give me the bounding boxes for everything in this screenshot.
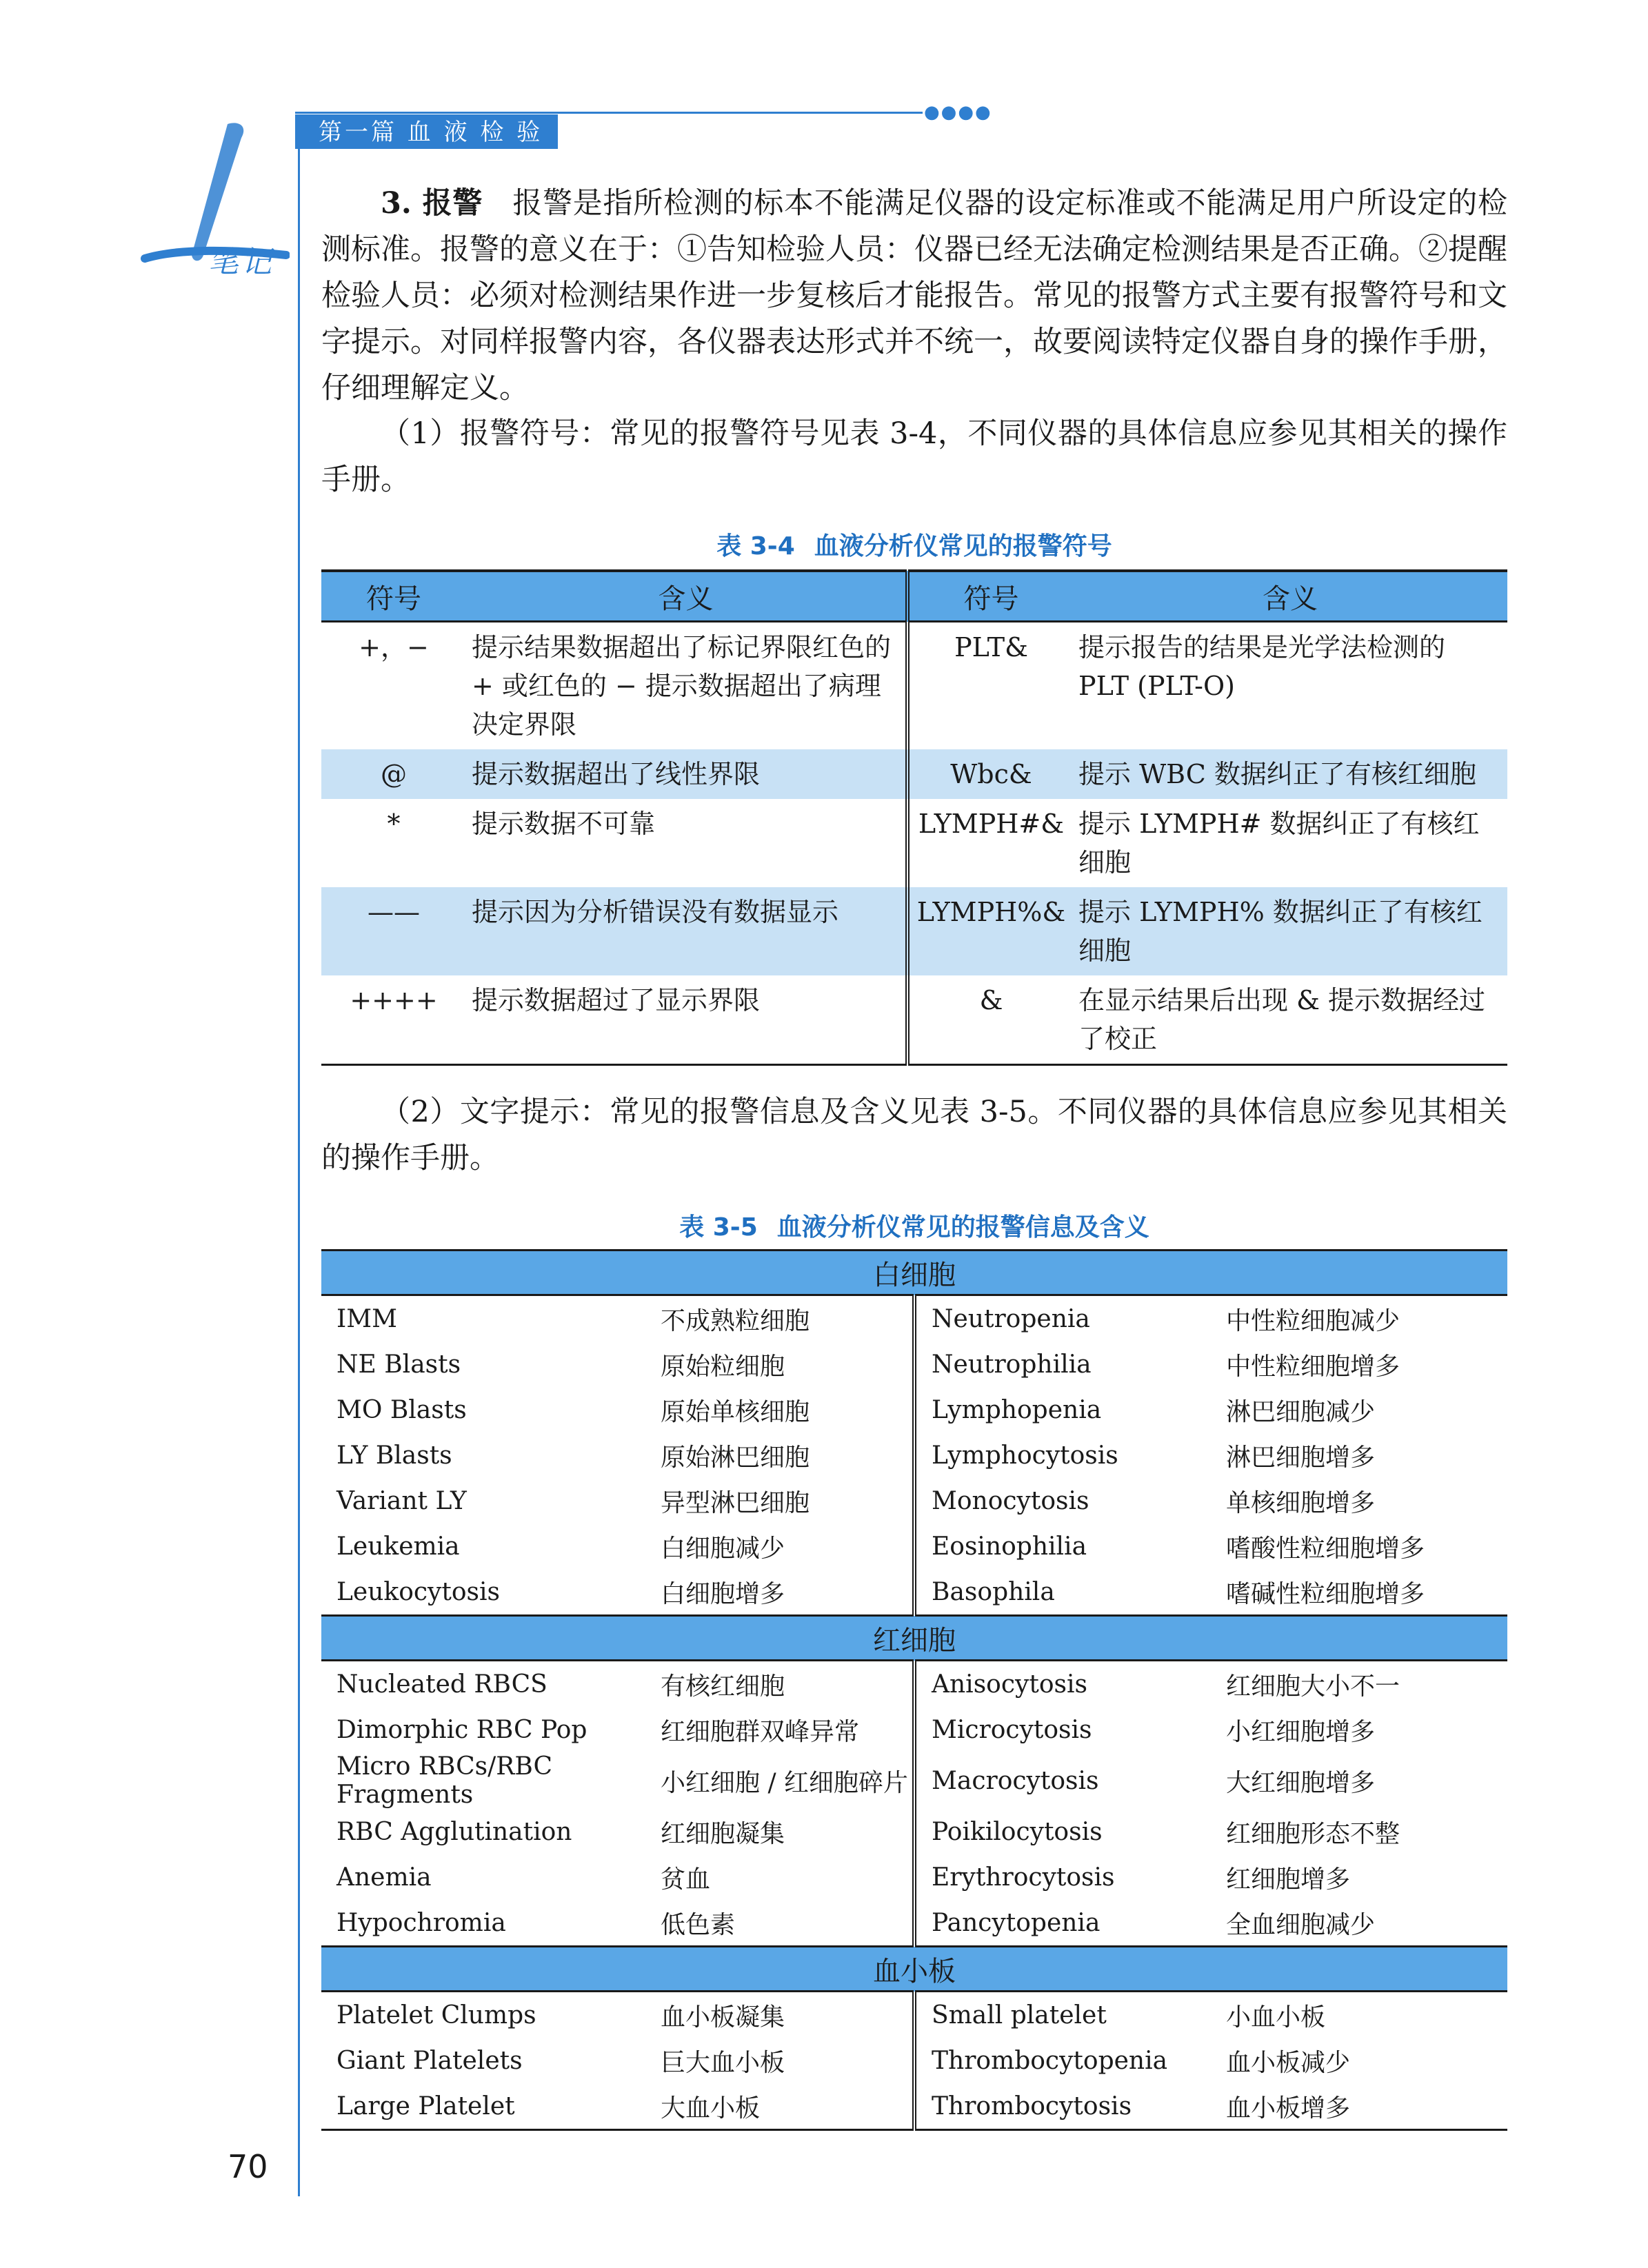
message-zh-cell: 低色素 — [645, 1900, 914, 1947]
message-en-cell: NE Blasts — [336, 1350, 461, 1379]
message-en-cell: Thrombocytopenia — [932, 2046, 1168, 2075]
paragraph-symbols: （1）报警符号：常见的报警符号见表 3-4，不同仪器的具体信息应参见其相关的操作手册。 — [321, 416, 1507, 497]
symbol-cell: LYMPH%& — [907, 887, 1073, 975]
table-row — [321, 1432, 1507, 1478]
symbol-cell: LYMPH#& — [918, 809, 1065, 839]
meaning-cell: 提示 LYMPH% 数据纠正了有核红细胞 — [1073, 887, 1507, 975]
column-header: 符号 — [321, 571, 466, 622]
message-zh-cell: 大红细胞增多 — [1226, 1768, 1376, 1797]
table34-caption-title: 血液分析仪常见的报警符号 — [814, 532, 1112, 560]
table-row — [321, 1341, 1507, 1387]
symbol-cell: & — [907, 975, 1073, 1065]
chapter-header — [295, 114, 558, 149]
column-header: 符号 — [907, 571, 1073, 622]
message-zh-cell: 中性粒细胞增多 — [1226, 1352, 1400, 1381]
message-zh-cell: 红细胞大小不一 — [1226, 1672, 1400, 1701]
alarm-symbol-table — [321, 569, 1507, 1066]
message-en-cell: Pancytopenia — [932, 1908, 1101, 1937]
message-en-cell: Nucleated RBCS — [336, 1670, 547, 1699]
symbol-cell: +，− — [359, 632, 429, 662]
table-row — [321, 1707, 1507, 1752]
header-rule — [295, 112, 923, 114]
symbol-cell: * — [387, 809, 401, 839]
meaning-cell: 提示报告的结果是光学法检测的 PLT (PLT-O) — [1078, 632, 1446, 701]
meaning-cell: 在显示结果后出现 & 提示数据经过了校正 — [1073, 975, 1507, 1065]
table34-caption-number: 表 3-4 — [716, 532, 795, 560]
message-en-cell: Neutropenia — [932, 1304, 1090, 1333]
table-row — [321, 1661, 1507, 1708]
symbol-cell: —— — [321, 887, 466, 975]
header-dots: ●●●● — [924, 102, 992, 123]
section-header-row — [321, 1947, 1507, 1992]
message-en-cell: Erythrocytosis — [932, 1863, 1115, 1892]
message-en-cell: Hypochromia — [336, 1908, 506, 1937]
message-en-cell: Dimorphic RBC Pop — [336, 1715, 587, 1744]
section-title: 白细胞 — [321, 1251, 1507, 1295]
table35-caption-title: 血液分析仪常见的报警信息及含义 — [776, 1213, 1149, 1242]
section-header-row — [321, 1616, 1507, 1661]
message-zh-cell: 红细胞增多 — [1226, 1865, 1351, 1894]
paragraph-lead: 3. 报警 — [381, 186, 483, 221]
column-header: 含义 — [1073, 571, 1507, 622]
meaning-cell: 提示数据超过了显示界限 — [466, 975, 907, 1065]
paragraph-text-prompts: （2）文字提示：常见的报警信息及含义见表 3-5。不同仪器的具体信息应参见其相关的操作手册。 — [321, 1095, 1507, 1175]
message-en-cell: Monocytosis — [932, 1486, 1089, 1515]
message-zh-cell: 小红细胞增多 — [1226, 1717, 1376, 1746]
message-en-cell: Poikilocytosis — [932, 1817, 1103, 1846]
meaning-cell: 提示 WBC 数据纠正了有核红细胞 — [1073, 749, 1507, 799]
meaning-cell: 提示因为分析错误没有数据显示 — [466, 887, 907, 975]
message-en-cell: Basophila — [932, 1577, 1055, 1606]
message-en-cell: Eosinophilia — [932, 1532, 1087, 1561]
message-zh-cell: 淋巴细胞减少 — [1226, 1397, 1376, 1426]
message-en-cell: RBC Agglutination — [336, 1817, 572, 1846]
message-en-cell: Anisocytosis — [932, 1670, 1087, 1699]
message-en-cell: Small platelet — [932, 2001, 1107, 2029]
table-row — [321, 622, 1507, 750]
paragraph-body: 报警是指所检测的标本不能满足仪器的设定标准或不能满足用户所设定的检测标准。报警的意义在于：①告知检验人员：仪器已经无法确定检测结果是否正确。②提醒检验人员：必须对检测结果作进一步复核后才能报告。常见的报警方式主要有报警符号和文字提示。对同样报警内容，各仪器表达形式并不统一，故要阅读特定仪器自身的操作手册，仔细理解定义。 — [321, 186, 1507, 405]
page-number: 70 — [228, 2148, 268, 2185]
message-zh-cell: 贫血 — [645, 1854, 914, 1900]
message-zh-cell: 不成熟粒细胞 — [645, 1295, 914, 1342]
message-en-cell: MO Blasts — [336, 1395, 467, 1424]
message-en-cell: Large Platelet — [321, 2083, 645, 2130]
message-en-cell: LY Blasts — [336, 1441, 452, 1470]
message-en-cell: Micro RBCs/RBC Fragments — [336, 1752, 553, 1809]
table-row — [321, 1900, 1507, 1947]
margin-rule — [298, 114, 300, 2196]
table-header-row — [321, 571, 1507, 622]
column-header: 含义 — [466, 571, 907, 622]
table-row — [321, 2038, 1507, 2083]
message-en-cell: Neutrophilia — [932, 1350, 1092, 1379]
message-zh-cell: 全血细胞减少 — [1226, 1910, 1376, 1939]
table-row — [321, 975, 1507, 1065]
table-row — [321, 1992, 1507, 2038]
meaning-cell: 提示数据不可靠 — [466, 799, 907, 887]
message-en-cell: Giant Platelets — [336, 2046, 523, 2075]
table-row — [321, 1295, 1507, 1342]
message-zh-cell: 原始粒细胞 — [645, 1341, 914, 1387]
message-zh-cell: 原始单核细胞 — [645, 1387, 914, 1432]
message-zh-cell: 血小板增多 — [1211, 2083, 1507, 2130]
meaning-cell: 提示 LYMPH# 数据纠正了有核红细胞 — [1078, 809, 1480, 878]
table-row — [321, 1523, 1507, 1569]
table35-caption-number: 表 3-5 — [679, 1213, 758, 1242]
message-zh-cell: 嗜酸性粒细胞增多 — [1226, 1534, 1425, 1563]
chapter-header-label: 第一篇 血 液 检 验 — [295, 114, 558, 149]
section-title: 红细胞 — [321, 1616, 1507, 1661]
message-zh-cell: 异型淋巴细胞 — [645, 1478, 914, 1523]
table-row — [321, 1752, 1507, 1809]
message-zh-cell: 有核红细胞 — [645, 1661, 914, 1708]
symbol-cell: Wbc& — [907, 749, 1073, 799]
message-zh-cell: 红细胞群双峰异常 — [645, 1707, 914, 1752]
table35-caption — [321, 1208, 1507, 1243]
table-row — [321, 1854, 1507, 1900]
message-en-cell: Lymphocytosis — [932, 1441, 1118, 1470]
message-zh-cell: 血小板凝集 — [645, 1992, 914, 2038]
message-zh-cell: 白细胞增多 — [645, 1569, 914, 1616]
message-en-cell: Anemia — [336, 1863, 432, 1892]
message-zh-cell: 原始淋巴细胞 — [645, 1432, 914, 1478]
table-row — [321, 1809, 1507, 1854]
message-zh-cell: 小红细胞 / 红细胞碎片 — [645, 1752, 914, 1809]
symbol-cell: @ — [321, 749, 466, 799]
message-zh-cell: 嗜碱性粒细胞增多 — [1226, 1579, 1425, 1608]
message-zh-cell: 血小板减少 — [1226, 2048, 1351, 2077]
table-row — [321, 887, 1507, 975]
message-zh-cell: 白细胞减少 — [645, 1523, 914, 1569]
meaning-cell: 提示结果数据超出了标记界限红色的 + 或红色的 − 提示数据超出了病理决定界限 — [466, 622, 907, 750]
paragraph-alarm — [321, 181, 1507, 412]
symbol-cell: ++++ — [321, 975, 466, 1065]
message-zh-cell: 红细胞凝集 — [645, 1809, 914, 1854]
message-en-cell: Thrombocytosis — [914, 2083, 1211, 2130]
message-zh-cell: 大血小板 — [645, 2083, 914, 2130]
table-row — [321, 2083, 1507, 2130]
table-row — [321, 1387, 1507, 1432]
table34-caption — [321, 527, 1507, 562]
message-en-cell: IMM — [336, 1304, 397, 1333]
message-zh-cell: 淋巴细胞增多 — [1226, 1443, 1376, 1472]
message-zh-cell: 巨大血小板 — [645, 2038, 914, 2083]
message-en-cell: Platelet Clumps — [336, 2001, 536, 2029]
meaning-cell: 提示数据超出了线性界限 — [466, 749, 907, 799]
section-title: 血小板 — [321, 1947, 1507, 1992]
message-en-cell: Leukemia — [336, 1532, 460, 1561]
alarm-message-table — [321, 1249, 1507, 2131]
message-en-cell: Leukocytosis — [336, 1577, 500, 1606]
message-zh-cell: 单核细胞增多 — [1226, 1488, 1376, 1517]
section-header-row — [321, 1251, 1507, 1295]
message-zh-cell: 小血小板 — [1226, 2003, 1326, 2032]
message-en-cell: Microcytosis — [932, 1715, 1092, 1744]
message-en-cell: Lymphopenia — [932, 1395, 1102, 1424]
symbol-cell: PLT& — [954, 632, 1028, 662]
message-en-cell: Macrocytosis — [932, 1766, 1099, 1795]
table-row — [321, 1478, 1507, 1523]
message-zh-cell: 中性粒细胞减少 — [1226, 1306, 1400, 1335]
table-row — [321, 749, 1507, 799]
table-row — [321, 1569, 1507, 1616]
table-row — [321, 799, 1507, 887]
margin-note-label: 笔记 — [208, 245, 274, 280]
message-zh-cell: 红细胞形态不整 — [1226, 1819, 1400, 1848]
message-en-cell: Variant LY — [336, 1486, 467, 1515]
